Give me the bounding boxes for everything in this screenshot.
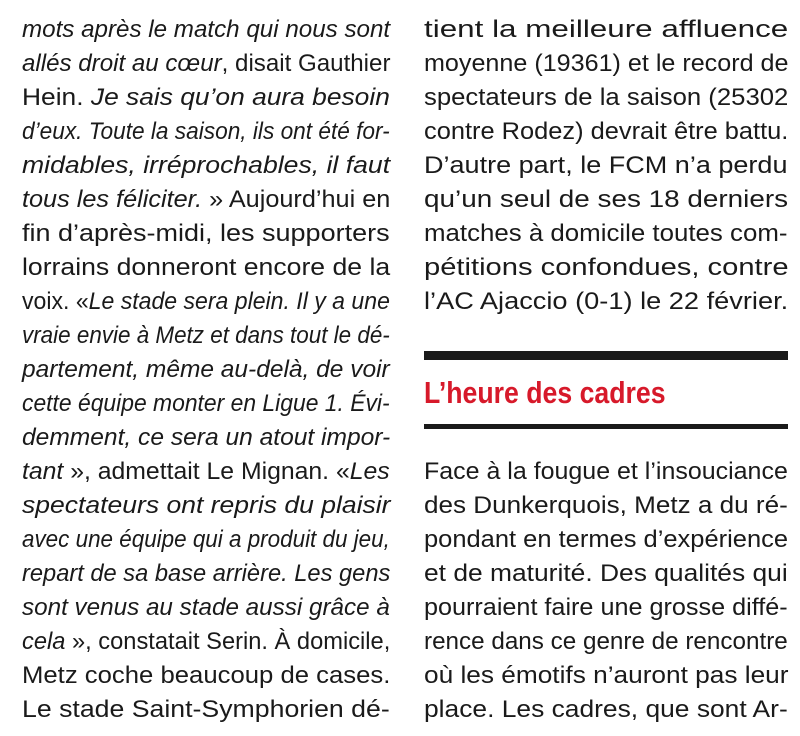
text-line xyxy=(22,285,390,319)
text-line xyxy=(22,625,390,659)
text-run: demment, ce sera un atout impor- xyxy=(22,424,391,451)
text-line xyxy=(22,319,390,353)
text-line xyxy=(22,217,390,251)
text-line xyxy=(22,455,390,489)
text-line: rence dans ce genre de rencontre xyxy=(424,628,788,655)
text-run: » Aujourd’hui en xyxy=(202,186,391,213)
text-line xyxy=(22,591,390,625)
text-run: partement, même au-delà, de voir xyxy=(22,356,390,383)
text-run: tous les féliciter. xyxy=(22,186,203,213)
text-run: sont venus au stade aussi grâce à xyxy=(22,594,390,621)
heading-rule-top xyxy=(424,351,788,360)
text-run: avec une équipe qui a produit du jeu, xyxy=(22,526,390,553)
text-line: où les émotifs n’auront pas leur xyxy=(424,662,789,689)
text-line: D’autre part, le FCM n’a perdu xyxy=(424,152,788,179)
text-line: Face à la fougue et l’insouciance xyxy=(424,458,788,485)
text-run: d’eux. Toute la saison, ils ont été for- xyxy=(22,118,390,145)
text-run: », admettait Le Mignan. « xyxy=(63,458,350,485)
text-line: pétitions confondues, contre xyxy=(424,254,789,281)
text-run: », constatait Serin. À domicile, xyxy=(65,628,391,655)
text-line xyxy=(22,251,390,285)
text-line: pondant en termes d’expérience xyxy=(424,526,789,553)
text-run: voix. « xyxy=(22,288,89,315)
text-line: pourraient faire une grosse diffé- xyxy=(424,594,788,621)
text-line: matches à domicile toutes com- xyxy=(424,220,788,247)
text-run: Hein. xyxy=(22,84,91,111)
text-run: vraie envie à Metz et dans tout le dé- xyxy=(22,322,390,349)
text-line: et de maturité. Des qualités qui xyxy=(424,560,788,587)
text-run: , disait Gauthier xyxy=(221,50,391,77)
text-run: repart de sa base arrière. Les gens xyxy=(22,560,391,587)
text-line xyxy=(22,47,390,81)
text-run: lorrains donneront encore de la xyxy=(22,254,391,281)
heading-rule-bottom xyxy=(424,424,788,429)
text-line: l’AC Ajaccio (0-1) le 22 février. xyxy=(424,288,789,315)
section-heading: L’heure des cadres xyxy=(424,375,666,410)
text-run: allés droit au cœur xyxy=(22,50,222,77)
text-line xyxy=(22,183,390,217)
text-line xyxy=(22,489,390,523)
text-run: cela xyxy=(22,628,66,655)
text-line xyxy=(22,81,390,115)
text-line xyxy=(22,387,390,421)
text-run: Je sais qu’on aura besoin xyxy=(90,84,390,111)
text-line: spectateurs de la saison (25302 xyxy=(424,84,789,111)
text-run: Les xyxy=(349,458,390,485)
text-run: midables, irréprochables, il faut xyxy=(22,152,391,179)
text-line: qu’un seul de ses 18 derniers xyxy=(424,186,789,213)
text-run: Le stade sera plein. Il y a une xyxy=(88,288,390,315)
text-line xyxy=(22,13,390,47)
text-line xyxy=(22,115,390,149)
text-run: Metz coche beaucoup de cases. xyxy=(22,662,391,689)
text-line: des Dunkerquois, Metz a du ré- xyxy=(424,492,788,519)
text-line xyxy=(22,523,390,557)
text-run: cette équipe monter en Ligue 1. Évi- xyxy=(22,390,390,417)
text-run: tant xyxy=(22,458,64,485)
text-line xyxy=(22,659,390,693)
text-run: spectateurs ont repris du plaisir xyxy=(22,492,391,519)
text-line xyxy=(22,149,390,183)
text-line xyxy=(22,353,390,387)
text-line xyxy=(22,421,390,455)
text-line: place. Les cadres, que sont Ar- xyxy=(424,696,788,723)
text-line: contre Rodez) devrait être battu. xyxy=(424,118,789,145)
text-line xyxy=(22,693,390,727)
text-run: fin d’après-midi, les supporters xyxy=(22,220,390,247)
text-line: moyenne (19361) et le record de xyxy=(424,50,789,77)
text-line: tient la meilleure affluence xyxy=(424,16,789,43)
text-run: mots après le match qui nous sont xyxy=(22,16,391,43)
text-line xyxy=(22,557,390,591)
text-run: Le stade Saint-Symphorien dé- xyxy=(22,696,390,723)
